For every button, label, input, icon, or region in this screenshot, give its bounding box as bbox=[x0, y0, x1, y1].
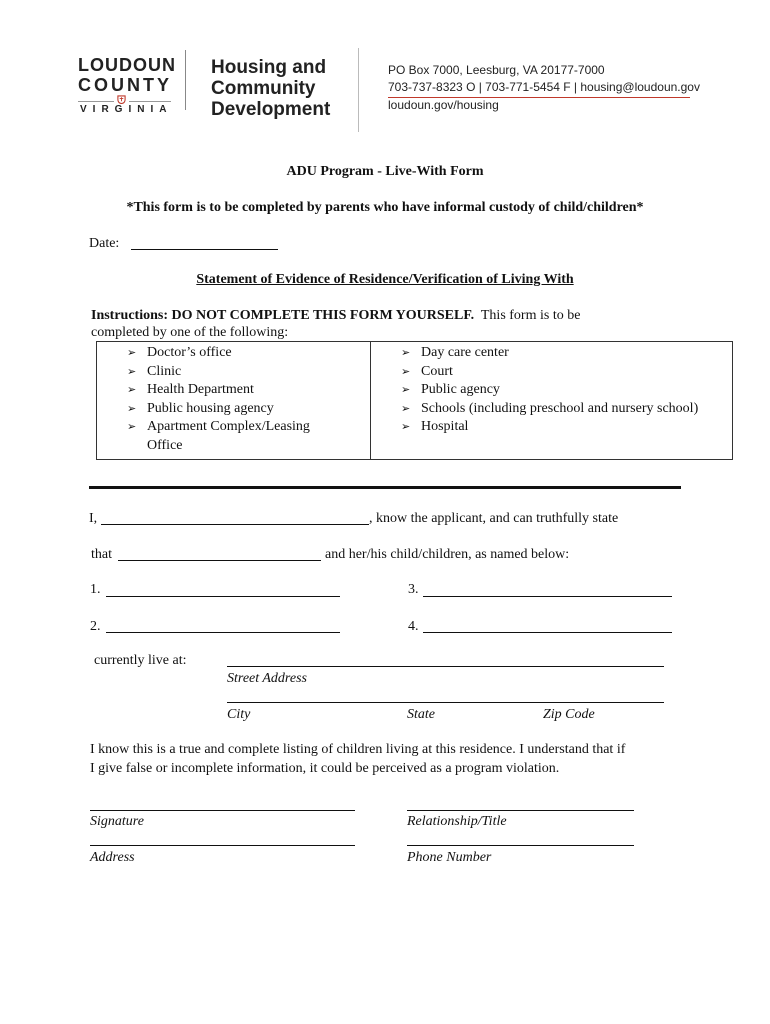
certification-line-2: I give false or incomplete information, it could be perceived as a program violation. bbox=[90, 761, 560, 776]
declarant-name-field[interactable] bbox=[101, 524, 369, 525]
options-table bbox=[96, 341, 733, 460]
contact-address: PO Box 7000, Leesburg, VA 20177-7000 bbox=[388, 63, 605, 77]
child-4-field[interactable] bbox=[423, 632, 672, 633]
child-1-field[interactable] bbox=[106, 596, 340, 597]
option-item: ➢ Doctor’s office bbox=[127, 344, 370, 363]
arrow-bullet-icon: ➢ bbox=[401, 383, 411, 396]
phone-field[interactable] bbox=[407, 845, 634, 846]
child-2-label: 2. bbox=[90, 619, 101, 634]
department-name bbox=[211, 57, 330, 120]
arrow-bullet-icon: ➢ bbox=[127, 346, 137, 359]
logo-county: COUNTY bbox=[78, 75, 172, 95]
city-label: City bbox=[227, 707, 251, 722]
address-field[interactable] bbox=[90, 845, 355, 846]
arrow-bullet-icon: ➢ bbox=[127, 383, 137, 396]
child-3-field[interactable] bbox=[423, 596, 672, 597]
option-item: ➢ Court bbox=[401, 363, 732, 382]
that-prefix: that bbox=[91, 547, 112, 562]
address-label: Address bbox=[90, 850, 135, 865]
option-item: ➢ Hospital bbox=[401, 418, 732, 437]
child-4-label: 4. bbox=[408, 619, 419, 634]
instructions-rest: This form is to be bbox=[474, 308, 581, 323]
arrow-bullet-icon: ➢ bbox=[127, 401, 137, 415]
option-item: ➢ Day care center bbox=[401, 344, 732, 363]
relationship-label: Relationship/Title bbox=[407, 814, 507, 829]
form-title: ADU Program - Live-With Form bbox=[286, 164, 484, 179]
instructions-line-2: completed by one of the following: bbox=[91, 325, 289, 340]
zip-label: Zip Code bbox=[543, 707, 595, 722]
declarant-suffix: , know the applicant, and can truthfully state bbox=[369, 511, 619, 526]
county-seal-icon bbox=[117, 95, 126, 104]
state-label: State bbox=[407, 707, 435, 722]
city-state-zip-field[interactable] bbox=[227, 702, 664, 703]
logo-rule-left bbox=[78, 101, 114, 102]
street-address-label: Street Address bbox=[227, 671, 307, 686]
arrow-bullet-icon: ➢ bbox=[401, 364, 411, 378]
instructions-line-1 bbox=[91, 308, 580, 324]
department-line-1: Housing and bbox=[211, 57, 327, 78]
date-label: Date: bbox=[89, 236, 120, 251]
child-2-field[interactable] bbox=[106, 632, 340, 633]
arrow-bullet-icon: ➢ bbox=[401, 420, 411, 433]
option-item: ➢ Health Department bbox=[127, 381, 370, 400]
logo-loudoun: LOUDOUN bbox=[78, 55, 176, 75]
phone-label: Phone Number bbox=[407, 850, 492, 865]
option-item: ➢ Schools (including preschool and nursery school) bbox=[401, 400, 732, 419]
relationship-field[interactable] bbox=[407, 810, 634, 811]
certification-line-1: I know this is a true and complete listing of children living at this residence. I understand that if bbox=[90, 742, 626, 757]
options-left-column bbox=[97, 342, 371, 460]
arrow-bullet-icon: ➢ bbox=[401, 401, 411, 415]
statement-heading: Statement of Evidence of Residence/Verification of Living With bbox=[196, 272, 574, 287]
arrow-bullet-icon: ➢ bbox=[127, 420, 137, 433]
applicant-name-field[interactable] bbox=[118, 560, 321, 561]
option-item: ➢ Public agency bbox=[401, 381, 732, 400]
option-item: ➢ Public housing agency bbox=[127, 400, 370, 419]
contact-phones: 703-737-8323 O | 703-771-5454 F | housing@loudoun.gov bbox=[388, 80, 700, 94]
department-line-3: Development bbox=[211, 99, 331, 120]
street-address-field[interactable] bbox=[227, 666, 664, 667]
that-suffix: and her/his child/children, as named below: bbox=[325, 547, 570, 562]
department-line-2: Community bbox=[211, 78, 316, 99]
signature-field[interactable] bbox=[90, 810, 355, 811]
date-field[interactable] bbox=[131, 249, 278, 250]
child-3-label: 3. bbox=[408, 582, 419, 597]
options-right-column bbox=[371, 342, 733, 460]
section-divider bbox=[89, 486, 681, 489]
form-subtitle: *This form is to be completed by parents who have informal custody of child/children* bbox=[126, 200, 644, 215]
logo-divider bbox=[185, 50, 186, 110]
header-divider bbox=[358, 48, 359, 132]
instructions-bold: Instructions: DO NOT COMPLETE THIS FORM YOURSELF. bbox=[91, 308, 475, 323]
option-item: ➢ Clinic bbox=[127, 363, 370, 382]
logo-rule-right bbox=[129, 101, 171, 102]
contact-website: loudoun.gov/housing bbox=[388, 98, 499, 112]
logo-virginia: VIRGINIA bbox=[80, 104, 173, 115]
signature-label: Signature bbox=[90, 814, 144, 829]
child-1-label: 1. bbox=[90, 582, 101, 597]
currently-live-at-label: currently live at: bbox=[94, 653, 187, 668]
option-item: ➢ Apartment Complex/Leasing Office bbox=[127, 419, 310, 453]
declarant-prefix: I, bbox=[89, 511, 98, 526]
arrow-bullet-icon: ➢ bbox=[401, 346, 411, 359]
arrow-bullet-icon: ➢ bbox=[127, 364, 137, 378]
